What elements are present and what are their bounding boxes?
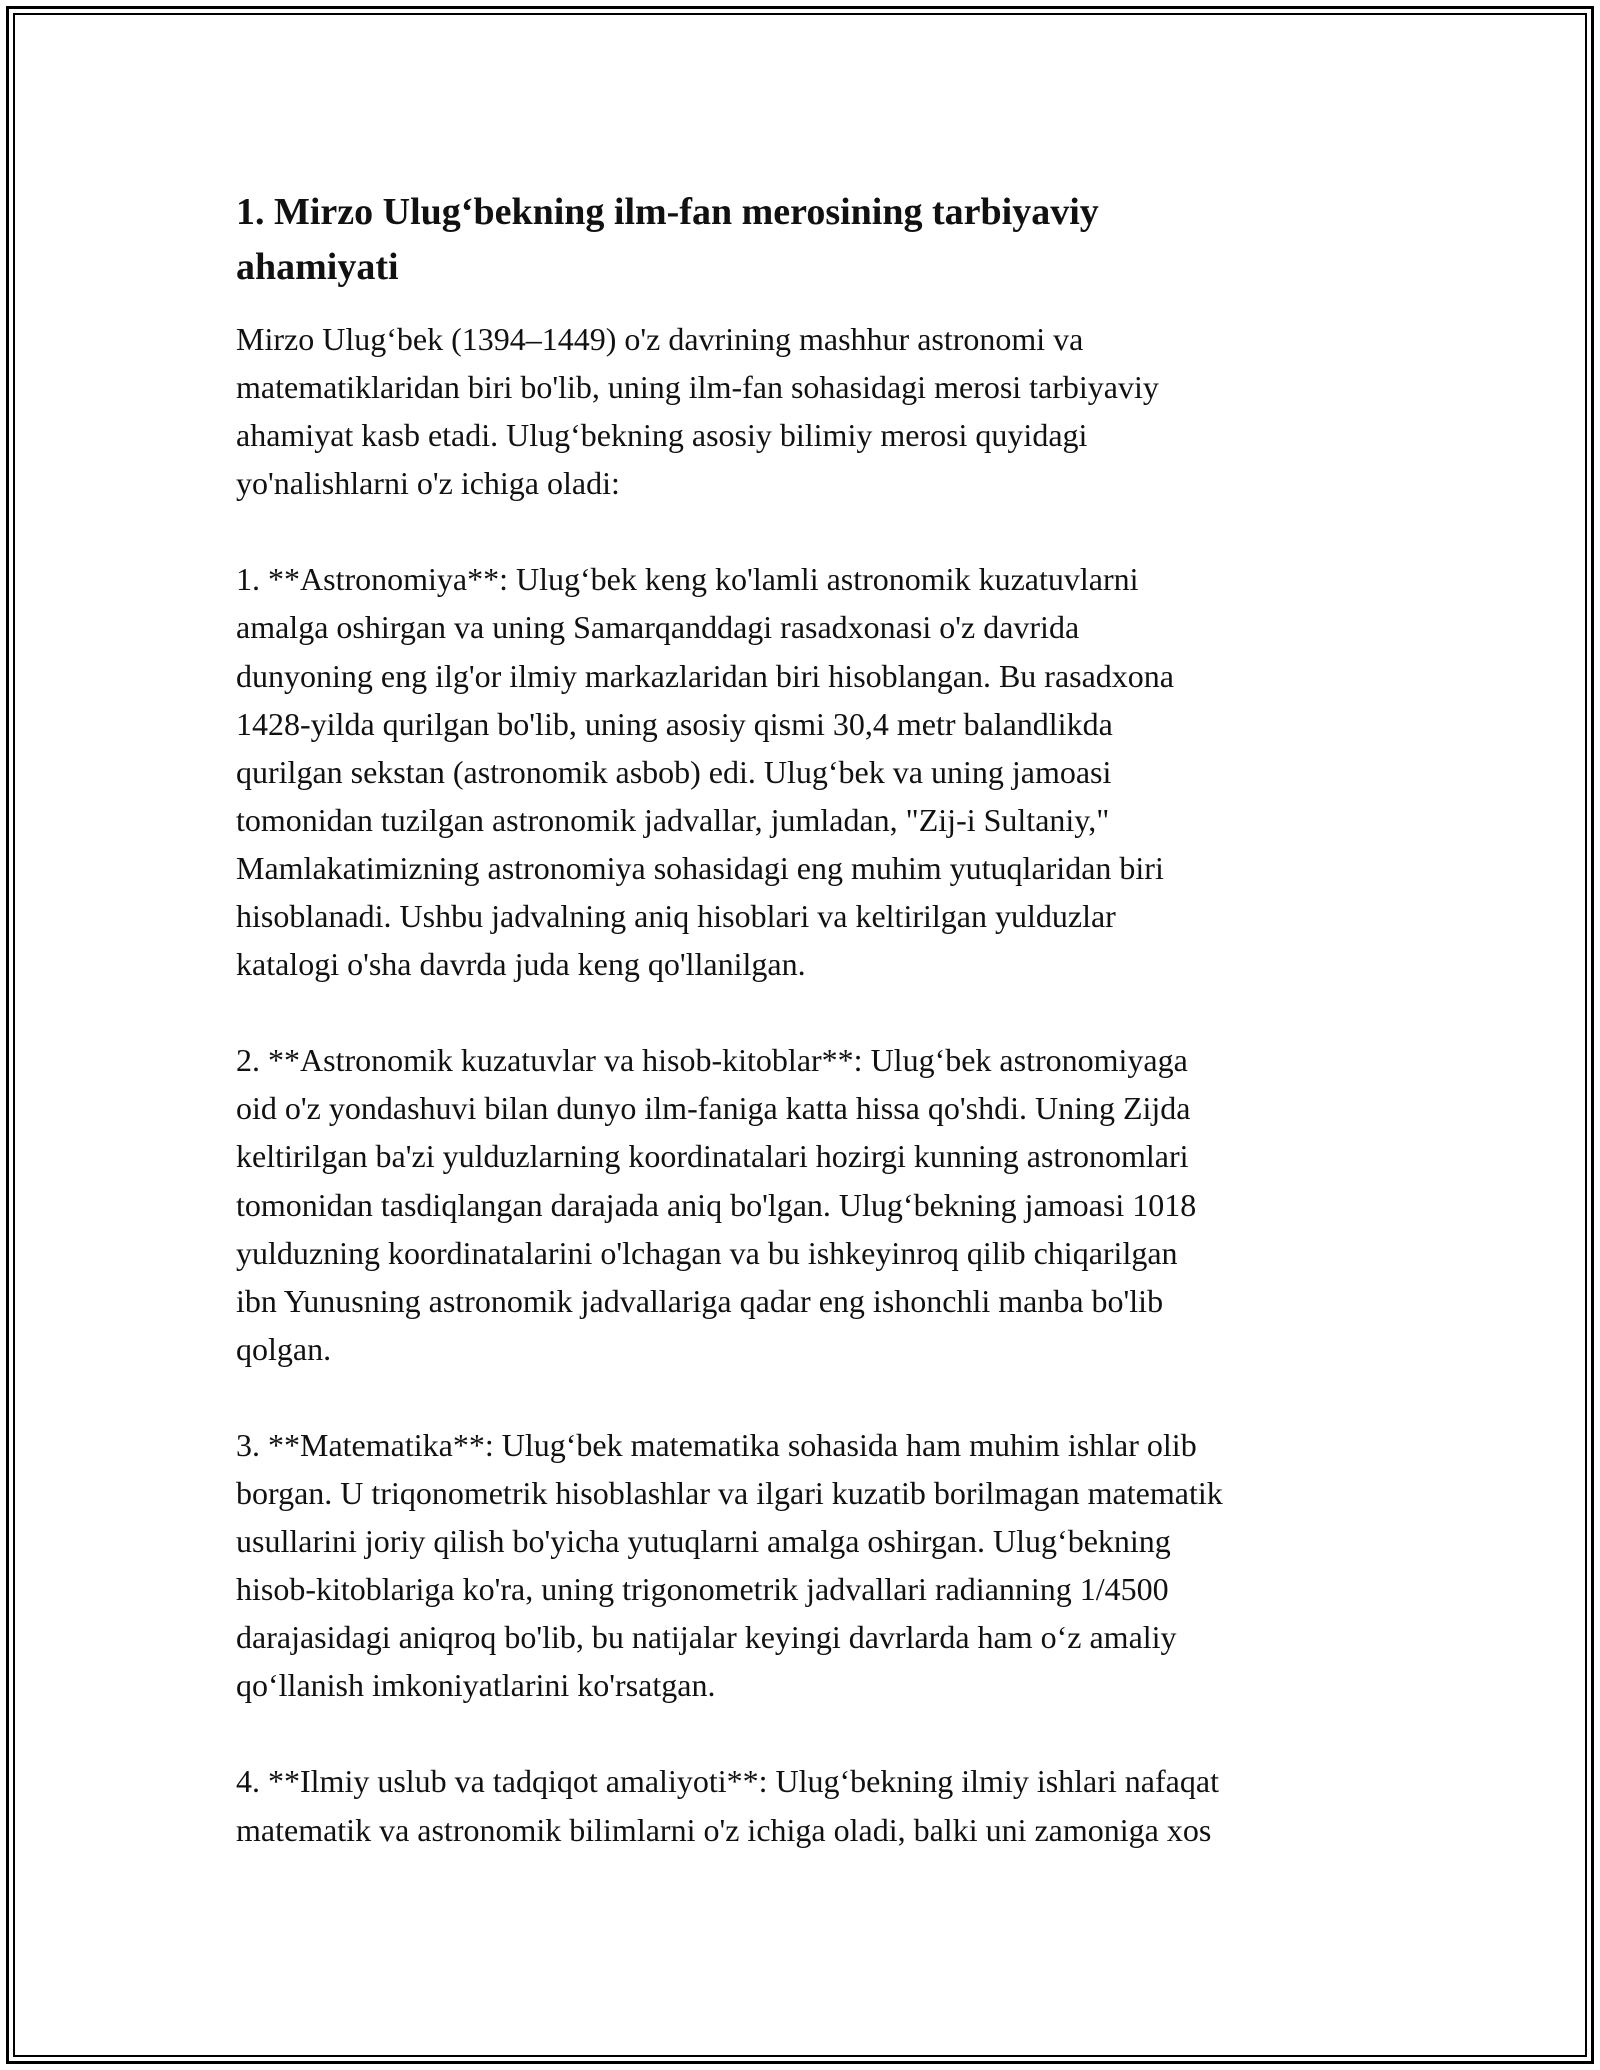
text-line: hisoblanadi. Ushbu jadvalning aniq hisoblari va keltirilgan yulduzlar [236, 898, 1116, 935]
text-line: 3. **Matematika**: Ulug‘bek matematika sohasida ham muhim ishlar olib [236, 1426, 1197, 1463]
text-line: yulduzning koordinatalarini o'lchagan va bu ishkeyinroq qilib chiqarilgan [236, 1234, 1178, 1271]
item-astronomiya-paragraph [236, 555, 1376, 988]
text-line: 1428-yilda qurilgan bo'lib, uning asosiy qismi 30,4 metr balandlikda [236, 705, 1113, 742]
text-line: usullarini joriy qilish bo'yicha yutuqlarni amalga oshirgan. Ulug‘bekning [236, 1523, 1171, 1560]
text-line: hisob-kitoblariga ko'ra, uning trigonometrik jadvallari radianning 1/4500 [236, 1571, 1169, 1608]
document-body [236, 185, 1376, 1854]
text-line: Mamlakatimizning astronomiya sohasidagi eng muhim yutuqlaridan biri [236, 849, 1164, 886]
text-line: ibn Yunusning astronomik jadvallariga qadar eng ishonchli manba bo'lib [236, 1282, 1164, 1319]
item-kuzatuvlar-paragraph [236, 1036, 1376, 1373]
text-line: tomonidan tasdiqlangan darajada aniq bo'lgan. Ulug‘bekning jamoasi 1018 [236, 1186, 1197, 1223]
text-line: tomonidan tuzilgan astronomik jadvallar, jumladan, "Zij-i Sultaniy," [236, 801, 1110, 838]
text-line: Mirzo Ulug‘bek (1394–1449) o'z davrining mashhur astronomi va [236, 321, 1084, 357]
text-line: ahamiyati [236, 246, 399, 288]
text-line: dunyoning eng ilg'or ilmiy markazlaridan biri hisoblangan. Bu rasadxona [236, 657, 1174, 694]
text-line: 2. **Astronomik kuzatuvlar va hisob-kitoblar**: Ulug‘bek astronomiyaga [236, 1042, 1188, 1079]
text-line: qurilgan sekstan (astronomik asbob) edi. Ulug‘bek va uning jamoasi [236, 753, 1112, 790]
intro-paragraph [236, 315, 1376, 507]
text-line: matematiklaridan biri bo'lib, uning ilm-fan sohasidagi merosi tarbiyaviy [236, 369, 1159, 406]
text-line: keltirilgan ba'zi yulduzlarning koordinatalari hozirgi kunning astronomlari [236, 1138, 1189, 1175]
text-line: 4. **Ilmiy uslub va tadqiqot amaliyoti**: Ulug‘bekning ilmiy ishlari nafaqat [236, 1763, 1219, 1800]
text-line: katalogi o'sha davrda juda keng qo'llanilgan. [236, 946, 806, 983]
text-line: darajasidagi aniqroq bo'lib, bu natijalar keyingi davrlarda ham o‘z amaliy [236, 1619, 1177, 1656]
item-ilmiy-uslub-paragraph [236, 1757, 1376, 1853]
section-heading [236, 185, 1376, 295]
text-line: qolgan. [236, 1330, 332, 1367]
item-matematika-paragraph [236, 1421, 1376, 1710]
text-line: yo'nalishlarni o'z ichiga oladi: [236, 465, 620, 502]
text-line: amalga oshirgan va uning Samarqanddagi rasadxonasi o'z davrida [236, 609, 1080, 646]
text-line: 1. **Astronomiya**: Ulug‘bek keng ko'lamli astronomik kuzatuvlarni [236, 561, 1139, 598]
text-line: ahamiyat kasb etadi. Ulug‘bekning asosiy bilimiy merosi quyidagi [236, 417, 1088, 454]
text-line: matematik va astronomik bilimlarni o'z ichiga oladi, balki uni zamoniga xos [236, 1811, 1212, 1848]
text-line: borgan. U triqonometrik hisoblashlar va ilgari kuzatib borilmagan matematik [236, 1474, 1223, 1511]
text-line: 1. Mirzo Ulug‘bekning ilm-fan merosining tarbiyaviy [236, 191, 1099, 233]
text-line: qo‘llanish imkoniyatlarini ko'rsatgan. [236, 1667, 716, 1704]
text-line: oid o'z yondashuvi bilan dunyo ilm-faniga katta hissa qo'shdi. Uning Zijda [236, 1090, 1191, 1127]
